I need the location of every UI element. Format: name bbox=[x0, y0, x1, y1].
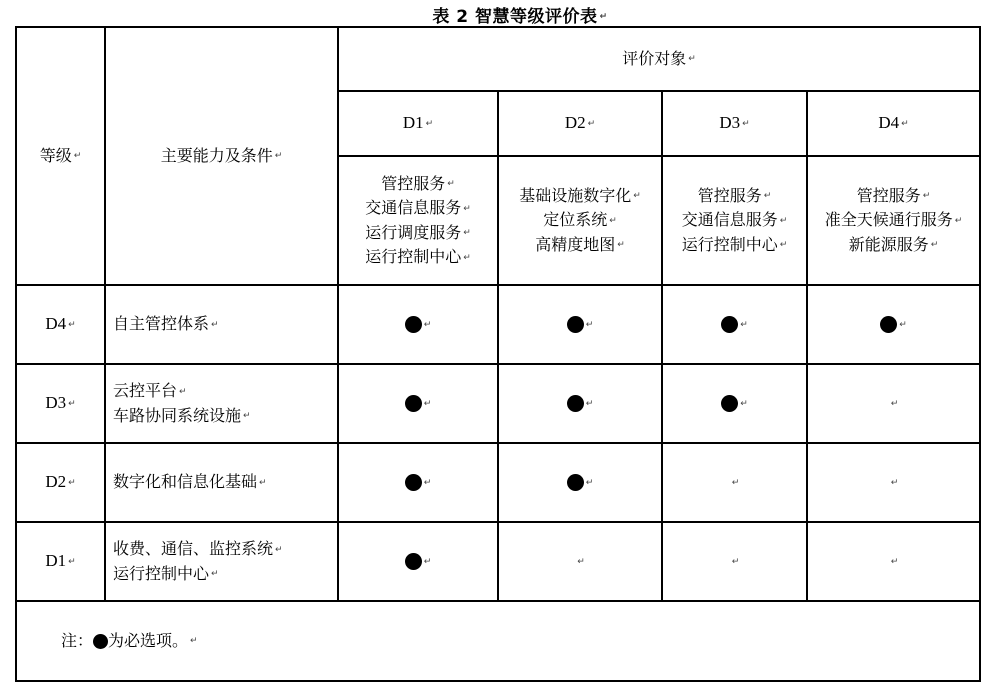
required-dot-icon bbox=[405, 316, 422, 333]
mark-cell: ↵ bbox=[662, 285, 807, 364]
row-level: D1 ↵ bbox=[16, 522, 105, 601]
col-header-d4: D4 ↵ bbox=[807, 91, 980, 156]
mark-cell: ↵ bbox=[338, 443, 498, 522]
required-dot-icon bbox=[880, 316, 897, 333]
required-dot-icon bbox=[405, 474, 422, 491]
mark-cell: ↵ bbox=[662, 522, 807, 601]
mark-cell: ↵ bbox=[498, 522, 662, 601]
eval-object-item: 运行控制中心 ↵ bbox=[365, 247, 471, 266]
eval-object-item: 新能源服务 ↵ bbox=[848, 234, 939, 254]
eval-object-item: 基础设施数字化 ↵ bbox=[519, 185, 641, 205]
mark-cell: ↵ bbox=[498, 364, 662, 443]
row-level: D4 ↵ bbox=[16, 285, 105, 364]
table-row bbox=[16, 285, 980, 364]
mark-cell: ↵ bbox=[338, 364, 498, 443]
mark-cell: ↵ bbox=[807, 285, 980, 364]
footnote: 注： 为必选项。 ↵ bbox=[16, 601, 980, 681]
row-conditions: 收费、通信、监控系统 ↵ 运行控制中心 ↵ bbox=[105, 522, 338, 601]
col-items-d3 bbox=[662, 156, 807, 285]
col-items-d2 bbox=[498, 156, 662, 285]
row-level: D3 ↵ bbox=[16, 364, 105, 443]
col-header-d3: D3 ↵ bbox=[662, 91, 807, 156]
table-row bbox=[16, 522, 980, 601]
row-conditions: 云控平台 ↵ 车路协同系统设施 ↵ bbox=[105, 364, 338, 443]
col-header-d2: D2 ↵ bbox=[498, 91, 662, 156]
row-conditions: 自主管控体系 ↵ bbox=[105, 285, 338, 364]
col-items-d1 bbox=[338, 156, 498, 285]
header-capability: 主要能力及条件 ↵ bbox=[105, 27, 338, 285]
eval-object-item: 运行控制中心 ↵ bbox=[681, 234, 788, 254]
required-dot-icon bbox=[721, 395, 738, 412]
mark-cell: ↵ bbox=[498, 285, 662, 364]
required-dot-icon bbox=[567, 474, 584, 491]
col-items-d4 bbox=[807, 156, 980, 285]
eval-object-item: 管控服务 ↵ bbox=[381, 173, 455, 193]
mark-cell: ↵ bbox=[807, 522, 980, 601]
required-dot-icon bbox=[721, 316, 738, 333]
required-dot-icon bbox=[405, 395, 422, 412]
mark-cell: ↵ bbox=[807, 443, 980, 522]
mark-cell: ↵ bbox=[338, 285, 498, 364]
table-row bbox=[16, 364, 980, 443]
required-dot-icon bbox=[567, 395, 584, 412]
evaluation-table bbox=[15, 26, 981, 682]
eval-object-item: 管控服务 ↵ bbox=[856, 185, 931, 205]
eval-object-item: 准全天候通行服务 ↵ bbox=[824, 210, 963, 230]
mark-cell: ↵ bbox=[338, 522, 498, 601]
mark-cell: ↵ bbox=[662, 443, 807, 522]
eval-object-item: 交通信息服务 ↵ bbox=[681, 210, 788, 230]
required-dot-icon bbox=[567, 316, 584, 333]
header-eval-object: 评价对象 ↵ bbox=[338, 27, 980, 91]
required-dot-icon bbox=[93, 634, 108, 649]
row-conditions: 数字化和信息化基础 ↵ bbox=[105, 443, 338, 522]
eval-object-item: 交通信息服务 ↵ bbox=[365, 198, 471, 217]
eval-object-item: 管控服务 ↵ bbox=[697, 185, 772, 205]
eval-object-item: 高精度地图 ↵ bbox=[535, 234, 625, 254]
row-level: D2 ↵ bbox=[16, 443, 105, 522]
table-row bbox=[16, 443, 980, 522]
header-level: 等级 ↵ bbox=[16, 27, 105, 285]
eval-object-item: 定位系统 ↵ bbox=[543, 210, 617, 230]
mark-cell: ↵ bbox=[498, 443, 662, 522]
eval-object-item: 运行调度服务 ↵ bbox=[365, 222, 471, 242]
required-dot-icon bbox=[405, 553, 422, 570]
mark-cell: ↵ bbox=[807, 364, 980, 443]
mark-cell: ↵ bbox=[662, 364, 807, 443]
col-header-d1: D1 ↵ bbox=[338, 91, 498, 156]
table-title: 表 2 智慧等级评价表 ↵ bbox=[432, 7, 608, 27]
